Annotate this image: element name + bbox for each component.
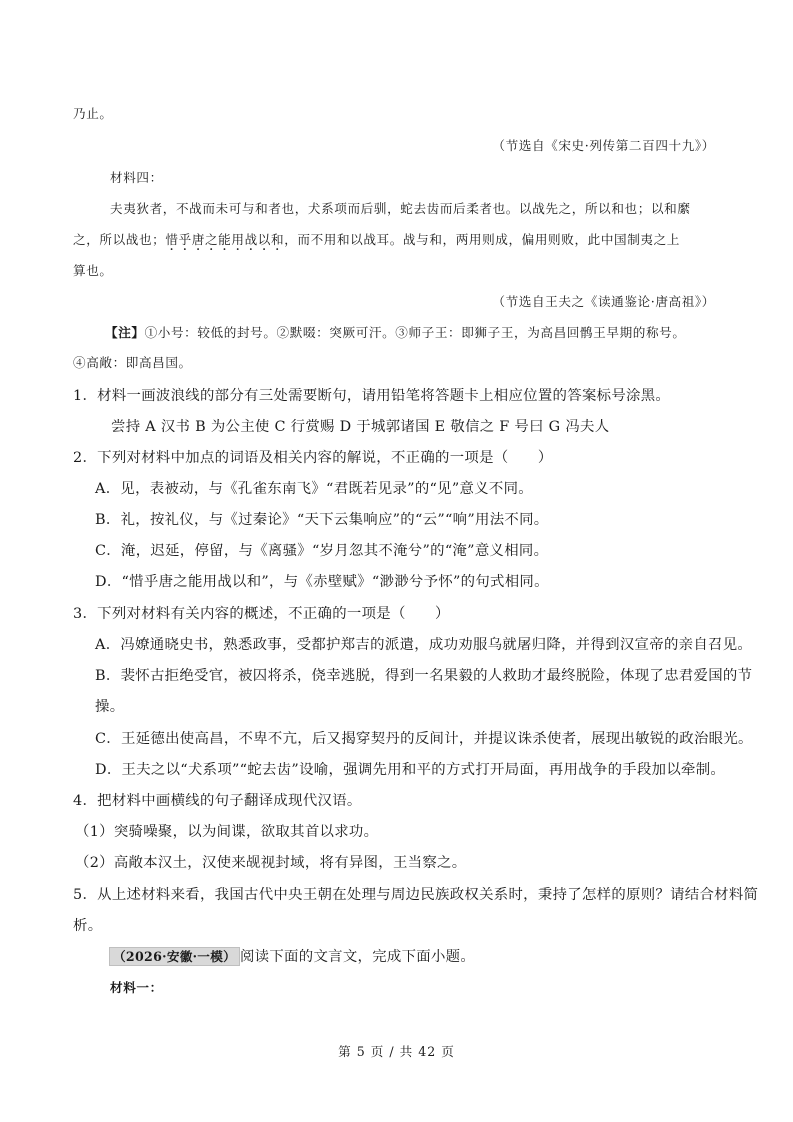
q2-stem: 2．下列对材料中加点的词语及相关内容的解说，不正确的一项是（ ） <box>73 450 553 466</box>
q5-stem: 5．从上述材料来看，我国古代中央王朝在处理与周边民族政权关系时，秉持了怎样的原则？请结合材料简 <box>73 887 759 903</box>
notes-line2: ④高敞：即高昌国。 <box>73 355 192 370</box>
notes-line1 <box>105 322 686 341</box>
q2-option-b: B．礼，按礼仪，与《过秦论》“天下云集响应”的“云”“响”用法不同。 <box>95 512 549 528</box>
q1-stem: 1．材料一画波浪线的部分有三处需要断句，请用铅笔将答题卡上相应位置的答案标号涂黑。 <box>73 388 671 404</box>
q4-sentence-2: （2）高敞本汉土，汉使来觇视封域，将有异图，王当察之。 <box>75 855 467 871</box>
dotted-char: 和 <box>270 232 285 247</box>
material4-dotted-phrase <box>165 232 284 247</box>
dotted-char: 之 <box>204 232 219 247</box>
q1-text: 尝持 A 汉书 B 为公主使 C 行赏赐 D 于城郭诸国 E 敬信之 F 号曰 G 冯夫人 <box>111 419 610 435</box>
next-passage-instruction: 阅读下面的文言文，完成下面小题。 <box>239 949 476 965</box>
q3-option-c: C．王延德出使高昌，不卑不亢，后又揭穿契丹的反间计，并提议诛杀使者，展现出敏锐的政治眼光。 <box>95 731 753 747</box>
dotted-char: 以 <box>257 232 271 247</box>
source-tag: （2026·安徽·一模） <box>109 947 240 966</box>
material4-line2-pre: 之，所以战也； <box>73 232 166 247</box>
notes-label: 【注】 <box>105 325 145 340</box>
dotted-char: 惜 <box>165 232 179 247</box>
material4-line3: 算也。 <box>73 263 113 278</box>
page-footer: 第 5 页 / 共 42 页 <box>338 1044 455 1059</box>
q3-option-b-cont: 操。 <box>95 699 125 715</box>
material4-line1: 夫夷狄者，不战而未可与和者也，犬系项而后驯，蛇去齿而后柔者也。以战先之，所以和也；以和縻 <box>110 201 691 216</box>
dotted-char: 唐 <box>191 232 205 247</box>
q2-option-d: D．“惜乎唐之能用战以和”，与《赤壁赋》“渺渺兮予怀”的句式相同。 <box>95 574 549 590</box>
dotted-char: 乎 <box>178 232 192 247</box>
q2-option-a: A．见，表被动，与《孔雀东南飞》“君既若见录”的“见”意义不同。 <box>95 481 533 497</box>
material4-title: 材料四： <box>110 170 163 185</box>
q5-stem-cont: 析。 <box>73 918 103 934</box>
q4-stem: 4．把材料中画横线的句子翻译成现代汉语。 <box>73 793 362 809</box>
material3-ending: 乃止。 <box>73 106 113 121</box>
q3-stem: 3．下列对材料有关内容的概述，不正确的一项是（ ） <box>73 606 450 622</box>
material4-line2-post: ，而不用和以战耳。战与和，两用则成，偏用则败，此中国制夷之上 <box>284 232 680 247</box>
dotted-char: 能 <box>218 232 232 247</box>
next-passage-intro <box>109 945 475 966</box>
dotted-char: 用 <box>231 232 245 247</box>
q3-option-d: D．王夫之以“犬系项”“蛇去齿”设喻，强调先用和平的方式打开局面，再用战争的手段加以牵制。 <box>95 762 726 778</box>
notes-text1: ①小号：较低的封号。②默啜：突厥可汗。③师子王：即狮子王，为高昌回鹘王早期的称号。 <box>144 325 686 340</box>
q2-option-c: C．淹，迟延，停留，与《离骚》“岁月忽其不淹兮”的“淹”意义相同。 <box>95 543 549 559</box>
material4-source: （节选自王夫之《读通鉴论·唐高祖》） <box>492 294 715 309</box>
q4-sentence-1: （1）突骑噪聚，以为间谍，欲取其首以求功。 <box>75 824 379 840</box>
dotted-char: 战 <box>244 232 258 247</box>
q3-option-b: B．裴怀古拒绝受官，被囚将杀，侥幸逃脱，得到一名果毅的人救助才最终脱险，体现了忠君爱国的节 <box>95 668 753 684</box>
material3-source: （节选自《宋史·列传第二百四十九》） <box>492 138 715 153</box>
material4-line2 <box>73 229 680 248</box>
q3-option-a: A．冯嫽通晓史书，熟悉政事，受都护郑吉的派遣，成功劝服乌就屠归降，并得到汉宣帝的亲自召见。 <box>95 637 753 653</box>
next-material1-title: 材料一： <box>110 980 163 995</box>
